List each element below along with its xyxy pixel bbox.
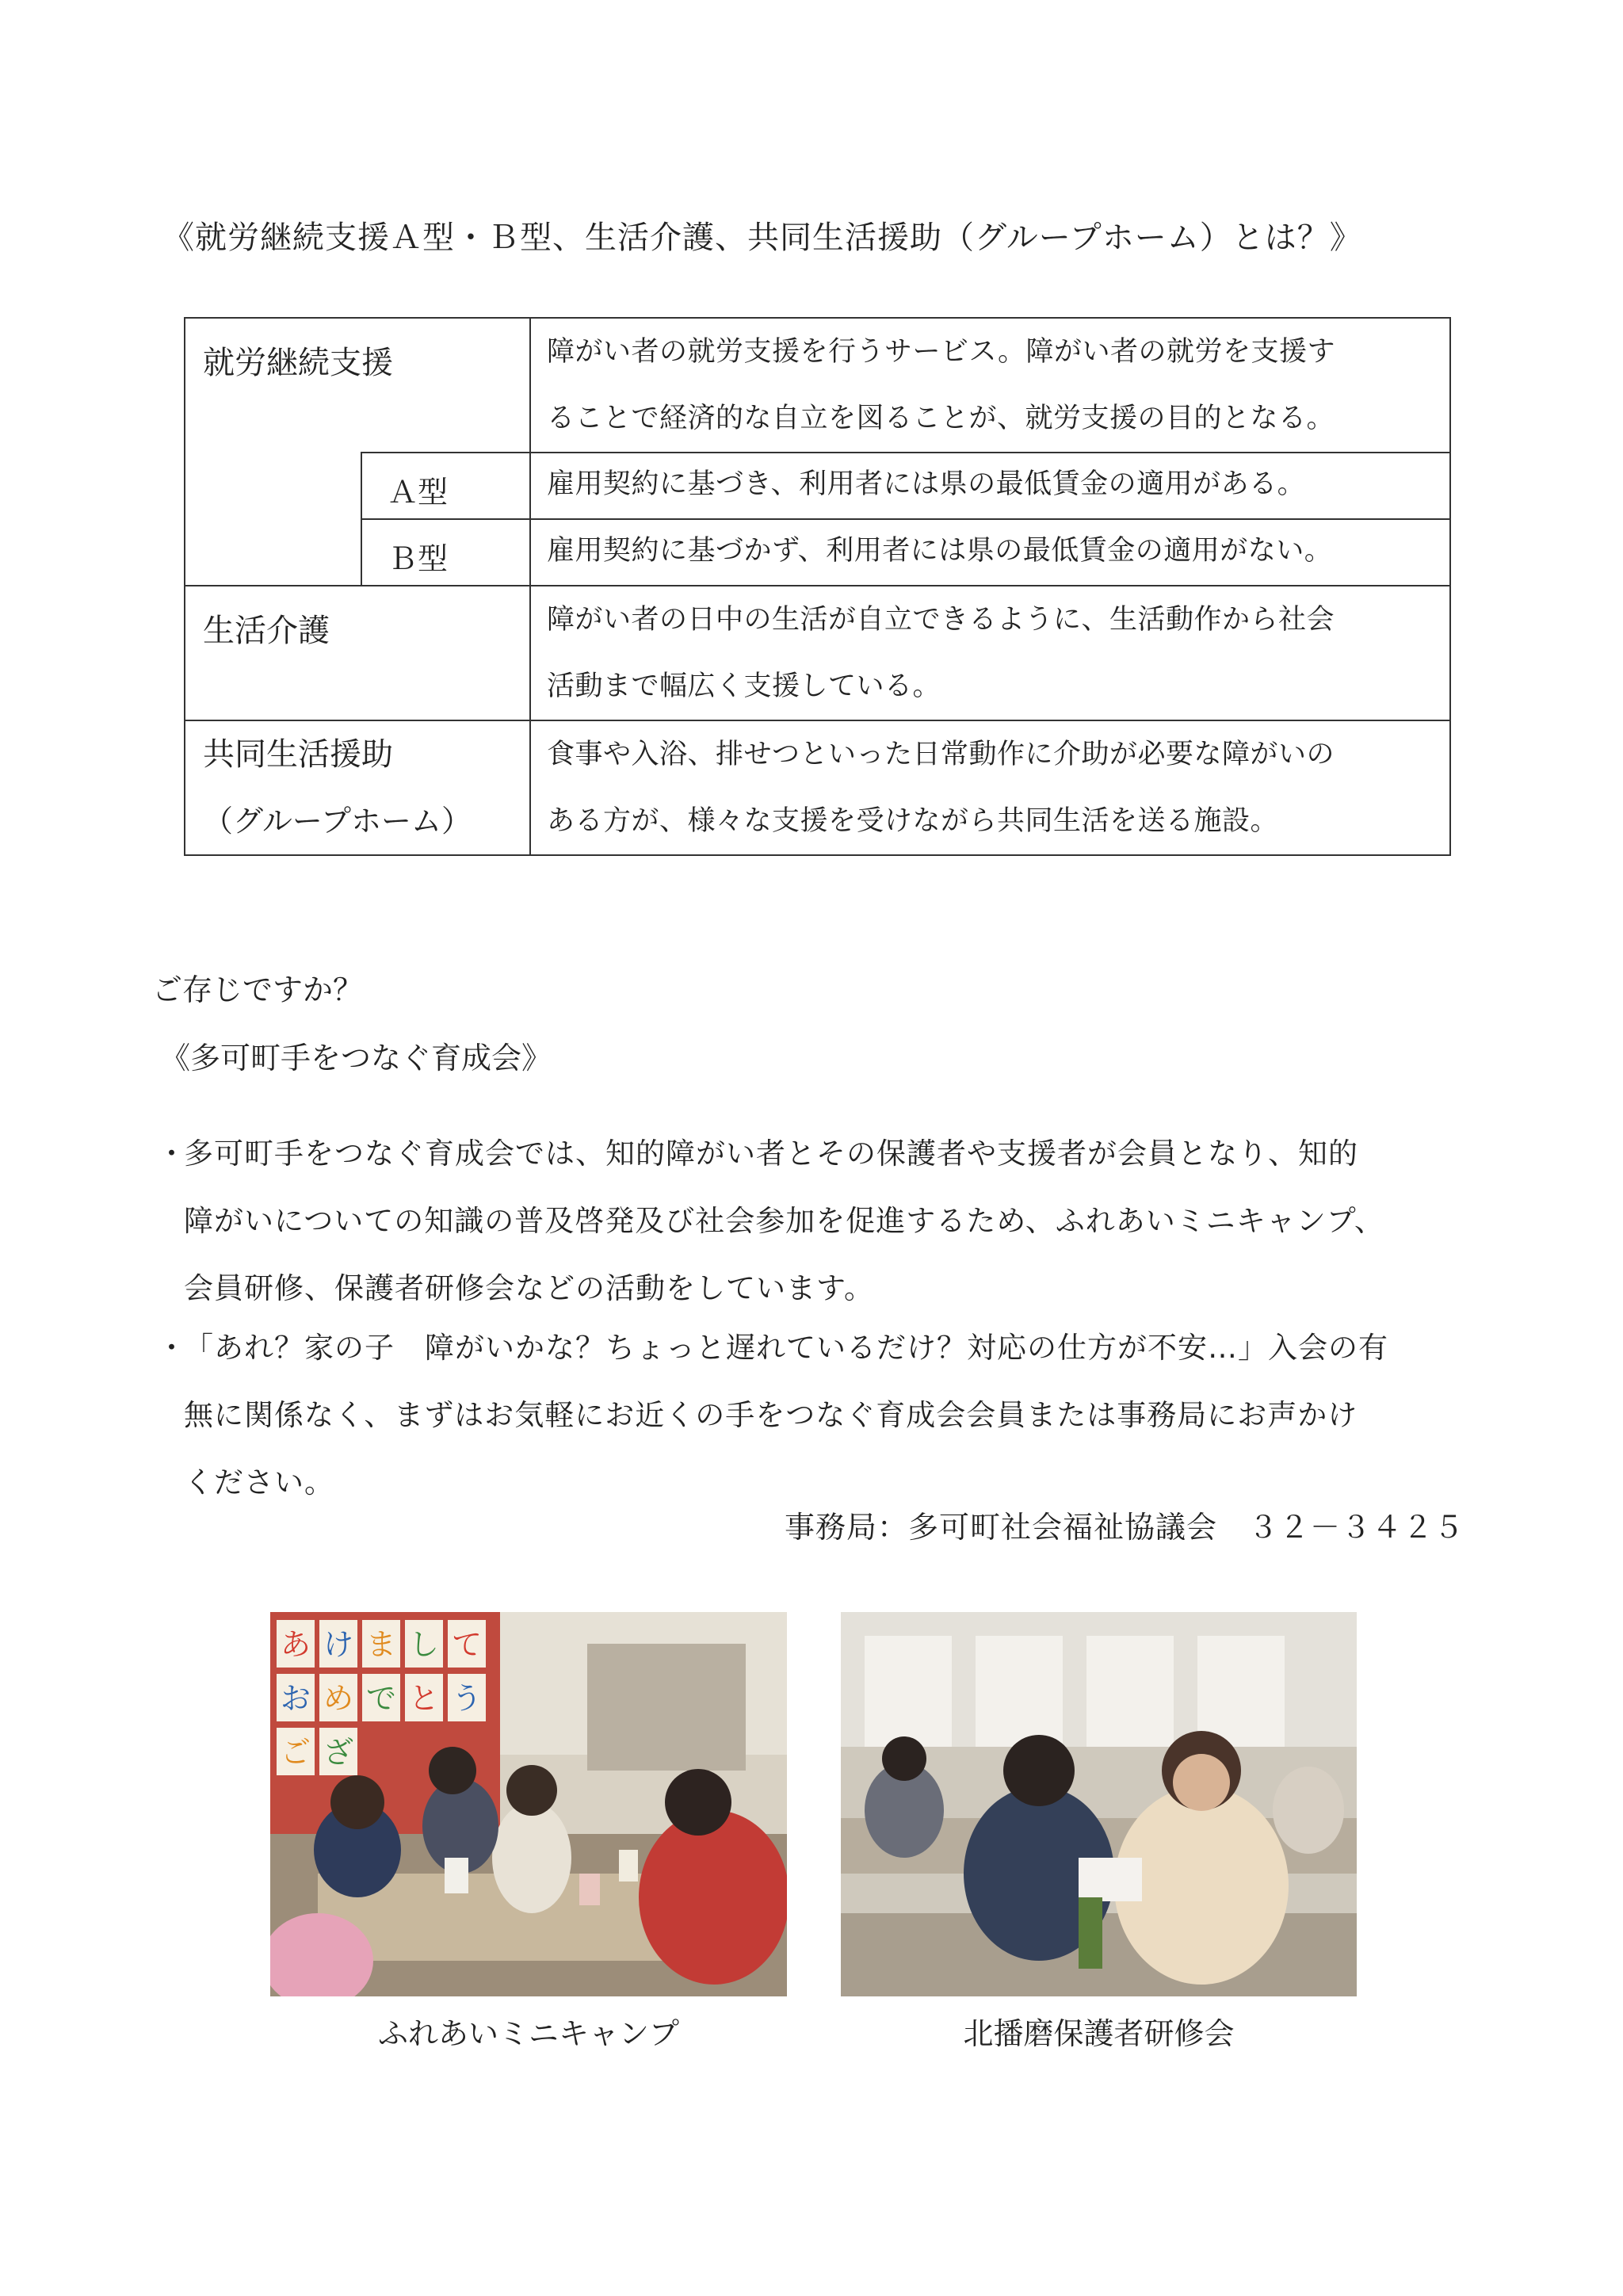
table-row bbox=[185, 720, 1450, 855]
desc-cell bbox=[530, 720, 1450, 855]
desc-group bbox=[531, 721, 1449, 854]
table-row bbox=[185, 519, 1450, 586]
blank-cell bbox=[185, 453, 361, 519]
desc-cell bbox=[530, 318, 1450, 453]
term-type-a: Ａ型 bbox=[388, 475, 449, 510]
desc-kaigo bbox=[531, 586, 1449, 720]
desc-line: ることで経済的な自立を図ることが、就労支援の目的となる。 bbox=[547, 403, 1335, 434]
desc-line: 障がい者の就労支援を行うサービス。障がい者の就労を支援す bbox=[547, 336, 1336, 368]
desc-cell bbox=[530, 519, 1450, 586]
caption-guardian-seminar: 北播磨保護者研修会 bbox=[963, 2016, 1235, 2051]
term-cell bbox=[185, 720, 530, 855]
table-row bbox=[185, 453, 1450, 519]
text-line: 障がいについての知識の普及啓発及び社会参加を促進するため、ふれあいミニキャンプ、 bbox=[184, 1204, 1384, 1238]
desc-type-b: 雇用契約に基づかず、利用者には県の最低賃金の適用がない。 bbox=[547, 535, 1333, 567]
term-group bbox=[185, 721, 529, 854]
desc-line: 障がい者の日中の生活が自立できるように、生活動作から社会 bbox=[547, 604, 1335, 636]
text-line: ください。 bbox=[184, 1465, 334, 1499]
banner-char: て bbox=[451, 1627, 483, 1662]
desc-line: 食事や入浴、排せつといった日常動作に介助が必要な障がいの bbox=[547, 739, 1335, 770]
bullet: ・ bbox=[157, 1331, 187, 1365]
bullet: ・ bbox=[157, 1137, 187, 1171]
page-title: 《就労継続支援Ａ型・Ｂ型、生活介護、共同生活援助（グループホーム）とは？》 bbox=[162, 220, 1362, 256]
section-title: 《多可町手をつなぐ育成会》 bbox=[160, 1041, 552, 1075]
banner-char: ご bbox=[280, 1735, 311, 1770]
definitions-table bbox=[184, 317, 1451, 856]
text-line: 無に関係なく、まずはお気軽にお近くの手をつなぐ育成会会員または事務局にお声かけ bbox=[184, 1398, 1358, 1432]
desc-line: 活動まで幅広く支援している。 bbox=[547, 670, 941, 702]
question-heading: ご存じですか？ bbox=[152, 972, 364, 1007]
table-row bbox=[185, 586, 1450, 720]
paragraph-1 bbox=[157, 1120, 1472, 1322]
paragraph-text bbox=[184, 1120, 1472, 1322]
photo-guardian-seminar bbox=[841, 1612, 1357, 1996]
term-line: 共同生活援助 bbox=[203, 736, 393, 773]
desc-cell bbox=[530, 453, 1450, 519]
term-shuro: 就労継続支援 bbox=[203, 345, 393, 381]
desc-shuro bbox=[531, 319, 1449, 452]
photo-mini-camp-illustration bbox=[270, 1612, 787, 1996]
paragraph-2 bbox=[157, 1314, 1472, 1516]
text-line: 「あれ？家の子 障がいかな？ちょっと遅れているだけ？対応の仕方が不安…」入会の有 bbox=[184, 1331, 1388, 1365]
contact-info: 事務局：多可町社会福祉協議会 ３２－３４２５ bbox=[784, 1510, 1465, 1545]
text-line: 多可町手をつなぐ育成会では、知的障がい者とその保護者や支援者が会員となり、知的 bbox=[184, 1137, 1358, 1171]
desc-cell bbox=[530, 586, 1450, 720]
photo-guardian-seminar-illustration bbox=[841, 1612, 1357, 1996]
subterm-cell bbox=[361, 519, 530, 586]
banner-char: け bbox=[323, 1627, 354, 1662]
paragraph-text bbox=[184, 1314, 1472, 1516]
term-kaigo: 生活介護 bbox=[203, 613, 330, 649]
term-type-b: Ｂ型 bbox=[388, 541, 449, 576]
banner-char: ざ bbox=[323, 1735, 354, 1770]
caption-mini-camp: ふれあいミニキャンプ bbox=[377, 2016, 679, 2051]
text-line: 会員研修、保護者研修会などの活動をしています。 bbox=[184, 1271, 875, 1305]
table-row bbox=[185, 318, 1450, 453]
banner-char: め bbox=[323, 1681, 354, 1716]
banner-char: で bbox=[365, 1681, 397, 1716]
banner-char: ま bbox=[365, 1627, 397, 1662]
banner-char: あ bbox=[280, 1627, 311, 1662]
banner-char: し bbox=[408, 1627, 440, 1662]
term-cell bbox=[185, 318, 530, 453]
blank-cell bbox=[185, 519, 361, 586]
banner-char: と bbox=[408, 1681, 440, 1716]
subterm-cell bbox=[361, 453, 530, 519]
desc-type-a: 雇用契約に基づき、利用者には県の最低賃金の適用がある。 bbox=[547, 468, 1306, 500]
desc-line: ある方が、様々な支援を受けながら共同生活を送る施設。 bbox=[547, 805, 1279, 837]
photo-mini-camp bbox=[270, 1612, 787, 1996]
term-line: （グループホーム） bbox=[203, 804, 472, 839]
banner-char: う bbox=[451, 1681, 483, 1716]
banner-char: お bbox=[280, 1681, 311, 1716]
term-cell bbox=[185, 586, 530, 720]
